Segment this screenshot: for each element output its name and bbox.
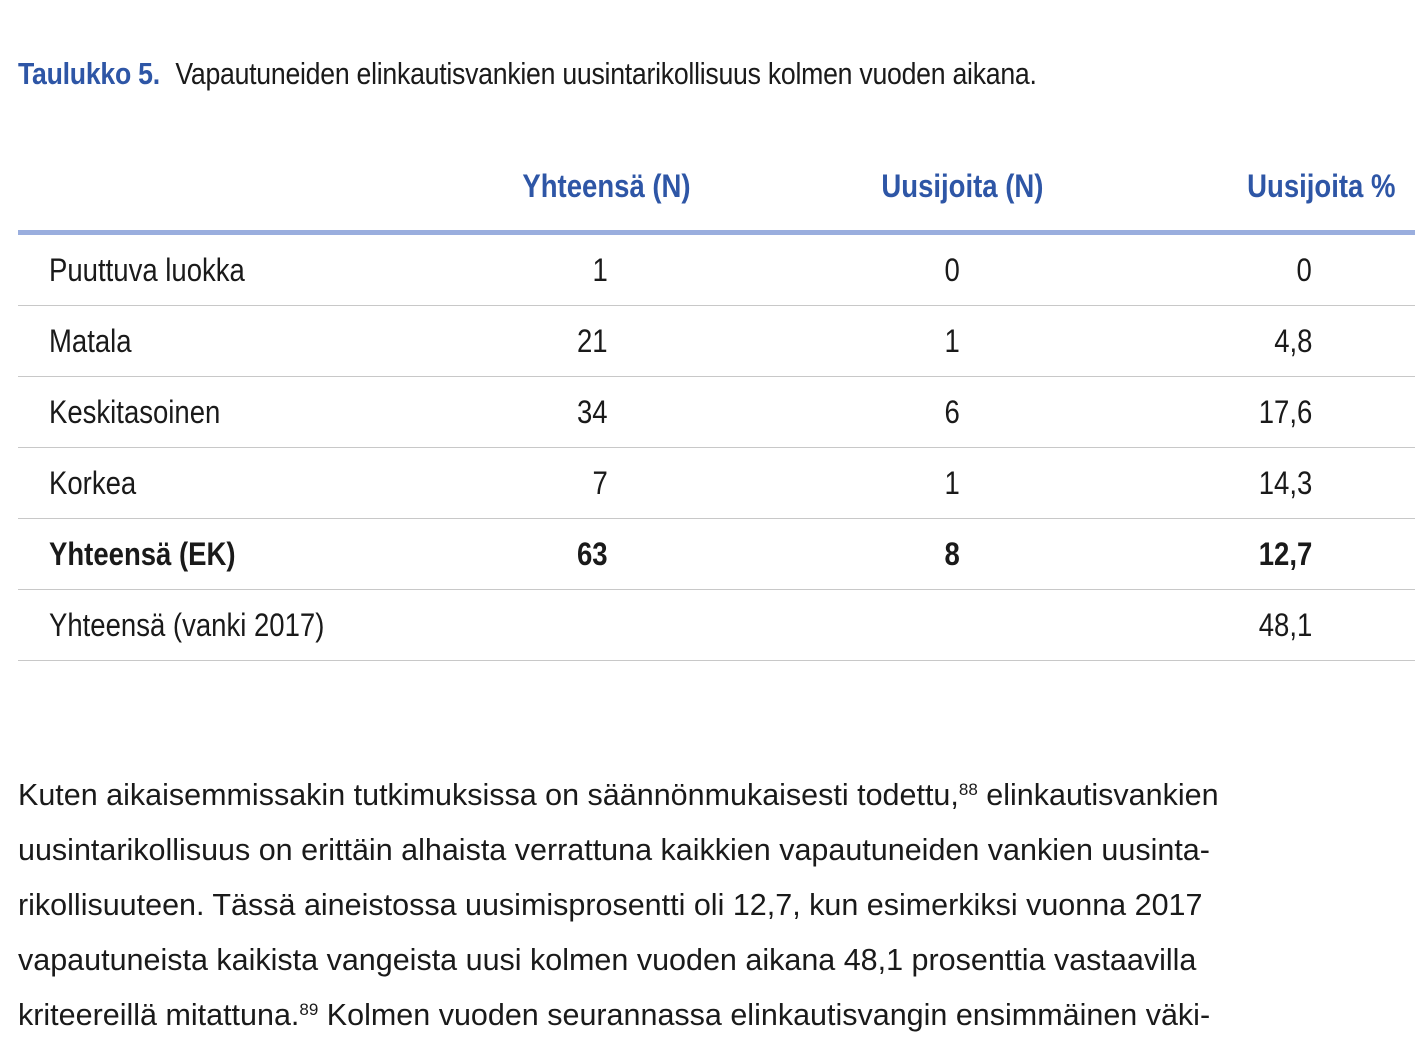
- row-label: Yhteensä (vanki 2017): [49, 607, 325, 643]
- cell-percent: 4,8: [1273, 323, 1312, 359]
- text-run: Kuten aikaisemmissakin tutkimuksissa on säännönmukaisesti todettu,: [18, 778, 959, 812]
- header-reoffenders: Uusijoita (N): [880, 168, 1043, 204]
- table-row: [18, 377, 1415, 448]
- row-label: Korkea: [49, 465, 137, 501]
- paragraph-line: [18, 768, 1413, 823]
- table-row: [18, 235, 1415, 306]
- text-run: Kolmen vuoden seurannassa elinkautisvangin ensimmäinen väki-: [318, 998, 1211, 1032]
- paragraph-line: [18, 988, 1413, 1043]
- table-row: [18, 448, 1415, 519]
- paragraph-line: rikollisuuteen. Tässä aineistossa uusimisprosentti oli 12,7, kun esimerkiksi vuonna 2017: [18, 888, 1203, 922]
- cell-percent: 48,1: [1258, 607, 1312, 643]
- text-run: kriteereillä mitattuna.: [18, 998, 300, 1032]
- table-row: [18, 306, 1415, 377]
- header-total: Yhteensä (N): [522, 168, 691, 204]
- cell-total: 63: [577, 536, 608, 572]
- cell-percent: 17,6: [1258, 394, 1312, 430]
- paragraph-line: vapautuneista kaikista vangeista uusi kolmen vuoden aikana 48,1 prosenttia vastaavilla: [18, 943, 1197, 977]
- cell-total: 7: [592, 465, 608, 501]
- table-row: [18, 590, 1415, 661]
- table-number: Taulukko 5.: [18, 56, 160, 91]
- table-caption: [18, 56, 1037, 92]
- body-paragraph: [18, 768, 1413, 1043]
- row-label: Matala: [49, 323, 132, 359]
- table-title: Vapautuneiden elinkautisvankien uusintarikollisuus kolmen vuoden aikana.: [175, 56, 1037, 91]
- cell-percent: 0: [1296, 252, 1312, 288]
- cell-total: 1: [592, 252, 608, 288]
- cell-reoffenders: 0: [944, 252, 960, 288]
- footnote-ref[interactable]: 89: [299, 1000, 319, 1019]
- cell-percent: 14,3: [1258, 465, 1312, 501]
- row-label: Puuttuva luokka: [49, 252, 245, 288]
- cell-reoffenders: 1: [944, 465, 960, 501]
- text-run: elinkautisvankien: [977, 778, 1219, 812]
- cell-reoffenders: 6: [944, 394, 960, 430]
- cell-total: 21: [577, 323, 608, 359]
- cell-total: 34: [577, 394, 608, 430]
- header-percent: Uusijoita %: [1246, 168, 1395, 204]
- table-header: [18, 150, 1415, 235]
- row-label: Yhteensä (EK): [49, 536, 236, 572]
- paragraph-line: uusintarikollisuus on erittäin alhaista verrattuna kaikkien vapautuneiden vankien uusinta-: [18, 833, 1210, 867]
- table-row-total: [18, 519, 1415, 590]
- cell-reoffenders: 1: [944, 323, 960, 359]
- data-table: [18, 150, 1415, 661]
- row-label: Keskitasoinen: [49, 394, 221, 430]
- cell-percent: 12,7: [1258, 536, 1312, 572]
- footnote-ref[interactable]: 88: [958, 780, 978, 799]
- cell-reoffenders: 8: [944, 536, 960, 572]
